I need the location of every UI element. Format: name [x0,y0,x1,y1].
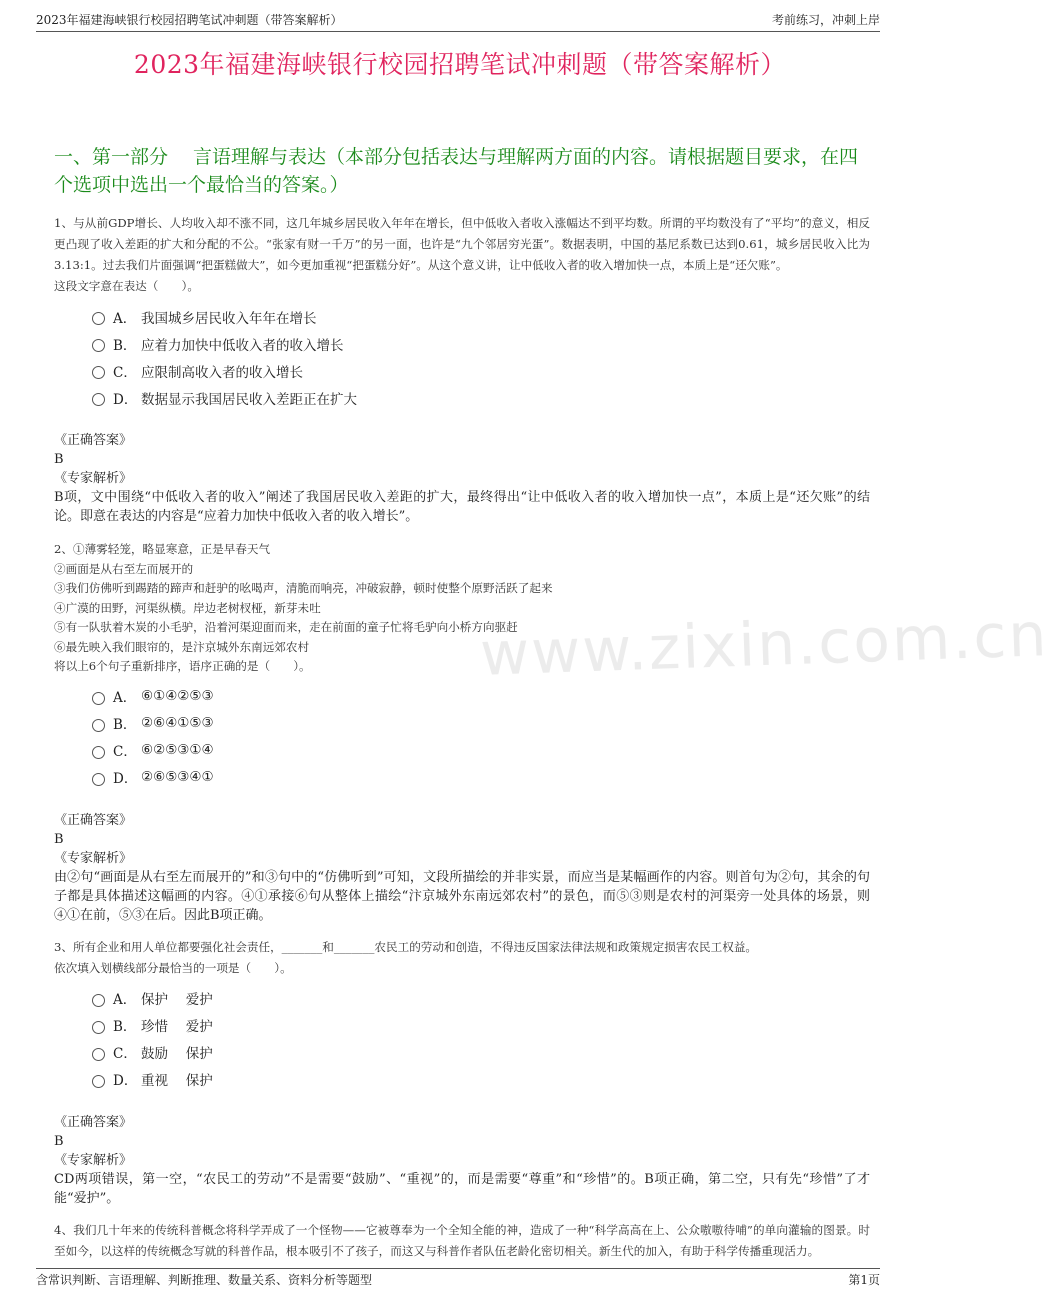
radio-icon[interactable] [92,1021,105,1034]
option-key: D． [113,1073,138,1089]
option-group [92,683,870,791]
answer-value: B [54,1133,64,1149]
option-key: B． [113,1019,137,1035]
sentence: ⑥最先映入我们眼帘的，是汴京城外东南远郊农村 [54,639,310,654]
radio-icon[interactable] [92,1075,105,1088]
option-text: 应限制高收入者的收入增长 [141,364,303,381]
sentence: ②画面是从右至左而展开的 [54,561,194,576]
radio-icon[interactable] [92,339,105,352]
question-prompt: 这段文字意在表达（ ）。 [54,279,199,293]
answer-label: 《正确答案》 [54,433,133,448]
page-header [36,10,880,32]
answer-label: 《正确答案》 [54,1114,133,1130]
sentence: ③我们仿佛听到踢踏的蹄声和赶驴的吆喝声，清脆而响亮，冲破寂静，顿时使整个原野活跃了起来 [54,581,553,595]
radio-icon[interactable] [92,994,105,1007]
radio-icon[interactable] [92,1048,105,1061]
option-text: ⑥①④②⑤③ [141,688,214,704]
radio-icon[interactable] [92,692,105,705]
question-4 [54,1220,870,1262]
option-key: C． [113,364,137,381]
question-stem: 4、我们几十年来的传统科普概念将科学弄成了一个怪物——它被尊奉为一个全知全能的神，造成了一种“科学高高在上、公众嗷嗷待哺”的单向灌输的图景。时至如今，以这样的传统概念写就的科普作品，根本吸引不了孩子，而这又与科普作者队伍老龄化密切相关。新生代的加入，有助于科学传播重现活力。 [54,1222,870,1258]
answer-block [54,811,870,925]
answer-block [54,431,870,526]
option-text: ⑥②⑤③①④ [141,742,214,758]
answer-value: B [54,452,64,467]
header-slogan: 考前练习，冲刺上岸 [771,13,880,27]
page-number: 第1页 [848,1273,880,1287]
option-key: C． [113,1046,137,1062]
option-key: A． [113,992,137,1008]
option-a[interactable] [92,985,870,1012]
footer-note: 含常识判断、言语理解、判断推理、数量关系、资料分析等题型 [36,1273,373,1287]
radio-icon[interactable] [92,366,105,379]
header-doc-title: 2023年福建海峡银行校园招聘笔试冲刺题（带答案解析） [36,13,343,27]
option-key: B． [113,717,137,733]
watermark: www.zixin.com.cn [478,600,1050,690]
sentence: 2、①薄雾轻笼，略显寒意，正是早春天气 [54,542,271,556]
option-key: A． [113,690,137,706]
analysis-label: 《专家解析》 [54,471,133,486]
option-group [92,985,870,1093]
option-text: 应着力加快中低收入者的收入增长 [141,337,344,354]
option-key: C． [113,744,137,760]
option-text: 重视 保护 [141,1073,213,1089]
option-text: 鼓励 保护 [141,1046,213,1062]
page-footer [36,1268,880,1288]
question-prompt: 将以上6个句子重新排序，语序正确的是（ ）。 [54,659,311,673]
answer-label: 《正确答案》 [54,812,133,828]
option-d[interactable] [92,764,870,791]
radio-icon[interactable] [92,773,105,786]
question-list [54,213,870,1272]
option-key: D． [113,391,138,408]
option-a[interactable] [92,683,870,710]
option-text: ②⑥⑤③④① [141,769,214,785]
analysis-label: 《专家解析》 [54,1152,133,1168]
analysis-label: 《专家解析》 [54,850,133,866]
page-title: 2023年福建海峡银行校园招聘笔试冲刺题（带答案解析） [133,50,787,79]
radio-icon[interactable] [92,746,105,759]
section-heading: 一、第一部分 言语理解与表达（本部分包括表达与理解两方面的内容。请根据题目要求，在四个选项中选出一个最恰当的答案。） [54,146,859,196]
sentence: ④广漠的田野，河渠纵横。岸边老树杈桠，新芽未吐 [54,600,321,615]
answer-value: B [54,831,64,847]
option-d[interactable] [92,384,870,411]
option-key: A． [113,310,137,327]
option-text: 保护 爱护 [141,992,213,1008]
option-group [92,303,870,411]
option-c[interactable] [92,1039,870,1066]
radio-icon[interactable] [92,719,105,732]
radio-icon[interactable] [92,393,105,406]
analysis-text: B项，文中围绕“中低收入者的收入”阐述了我国居民收入差距的扩大，最终得出“让中低收入者的收入增加快一点”，本质上是“还欠账”的结论。即意在表达的内容是“应着力加快中低收入者的收入增长”。 [54,490,870,524]
option-b[interactable] [92,1012,870,1039]
answer-block [54,1113,870,1208]
analysis-text: CD两项错误，第一空，“农民工的劳动”不是需要“鼓励”、“重视”的，而是需要“尊重”和“珍惜”的。B项正确，第二空，只有先“珍惜”了才能“爱护”。 [54,1171,870,1206]
option-text: ②⑥④①⑤③ [141,715,214,731]
question-stem: 3、所有企业和用人单位都要强化社会责任，_______和_______农民工的劳动和创造，不得违反国家法律法规和政策规定损害农民工权益。 [54,939,758,954]
analysis-text: 由②句“画面是从右至左而展开的”和③句中的“仿佛听到”可知，文段所描绘的并非实景，而应当是某幅画作的内容。则首句为②句，其余的句子都是具体描述这幅画的内容。④①承接⑥句从整体上描绘“汴京城外东南远郊农村”的景色，而⑤③则是农村的河渠旁一处具体的场景，则④①在前，⑤③在后。因此B项正确。 [54,869,870,923]
option-key: D． [113,771,138,787]
question-2 [54,540,870,925]
option-c[interactable] [92,357,870,384]
sentence: ⑤有一队驮着木炭的小毛驴，沿着河渠迎面而来，走在前面的童子忙将毛驴向小桥方向驱赶 [54,620,518,634]
option-d[interactable] [92,1066,870,1093]
option-key: B． [113,337,137,354]
question-prompt: 依次填入划横线部分最恰当的一项是（ ）。 [54,960,292,975]
question-stem: 1、与从前GDP增长、人均收入却不涨不同，这几年城乡居民收入年年在增长，但中低收入者收入涨幅达不到平均数。所谓的平均数没有了“平均”的意义，相反更凸现了收入差距的扩大和分配的不公。“张家有财一千万”的另一面，也许是“九个邻居穷光蛋”。数据表明，中国的基尼系数已达到0.61，城乡居民收入比为3.13:1。过去我们片面强调“把蛋糕做大”，如今更加重视“把蛋糕分好”。从这个意义讲，让中低收入者的收入增加快一点，本质上是“还欠账”。 [54,216,870,272]
question-3 [54,937,870,1208]
option-a[interactable] [92,303,870,330]
question-1 [54,213,870,526]
radio-icon[interactable] [92,312,105,325]
option-text: 我国城乡居民收入年年在增长 [141,310,317,327]
option-b[interactable] [92,330,870,357]
option-text: 数据显示我国居民收入差距正在扩大 [141,391,357,408]
option-c[interactable] [92,737,870,764]
option-text: 珍惜 爱护 [141,1019,213,1035]
option-b[interactable] [92,710,870,737]
